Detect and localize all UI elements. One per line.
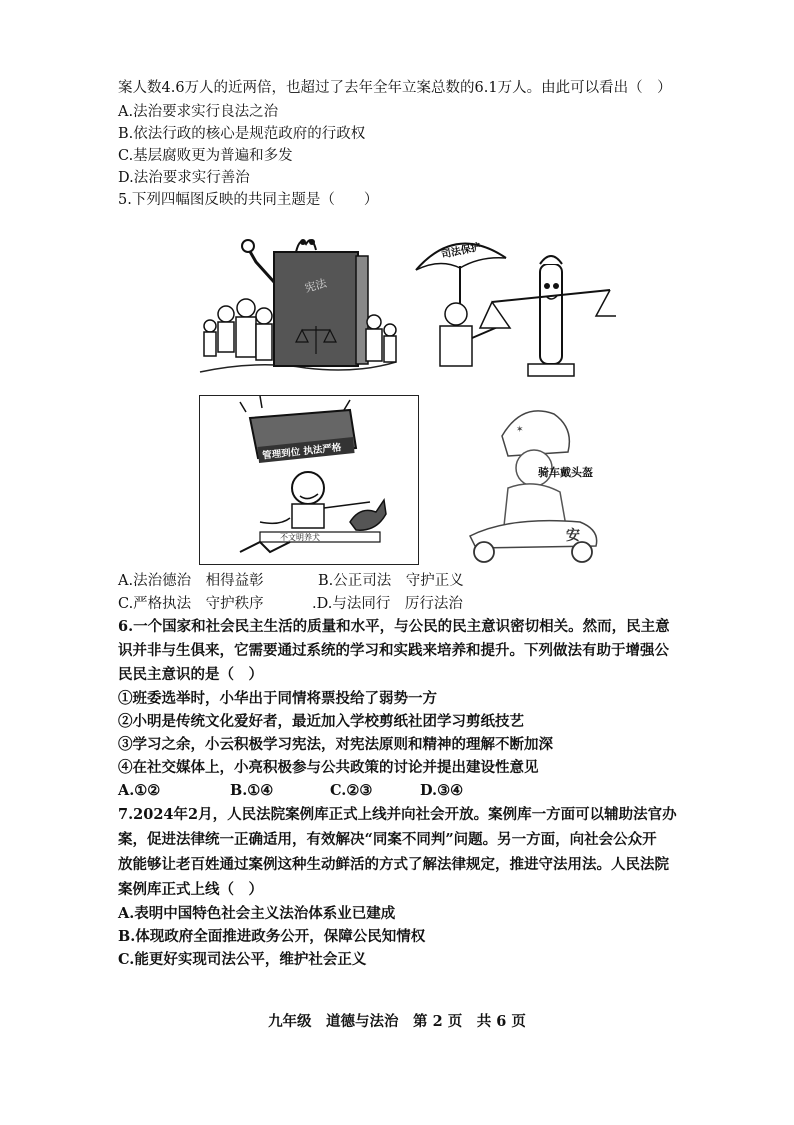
- q5-option-c: C.严格执法 守护秩序: [118, 596, 264, 612]
- q6-stem-line-2: 识并非与生俱来，它需要通过系统的学习和实践来培养和提升。下列做法有助于增强公: [118, 642, 669, 659]
- ground-text: 不文明养犬: [280, 533, 320, 542]
- helmet-rider-illustration: [450, 396, 626, 566]
- q7-option-b: B.体现政府全面推进政务公开，保障公民知情权: [118, 928, 426, 945]
- q6-option-c: C.②③: [330, 782, 373, 799]
- q4-stem-tail: 案人数4.6万人的近两倍，也超过了去年全年立案总数的6.1万人。由此可以看出（ ）: [118, 80, 672, 96]
- book-title-text: 宪法: [303, 276, 329, 295]
- q6-item-3: ③学习之余，小云积极学习宪法，对宪法原则和精神的理解不断加深: [118, 736, 553, 753]
- q5-stem: 5.下列四幅图反映的共同主题是（ ）: [118, 192, 379, 208]
- q6-stem-line-1: 6.一个国家和社会民主生活的质量和水平，与公民的民主意识密切相关。然而，民主意: [118, 618, 670, 635]
- umbrella-scales-illustration: [410, 230, 616, 380]
- cartoon-helmet-rider: [450, 396, 626, 566]
- q6-option-b: B.①④: [230, 782, 274, 799]
- q4-option-a: A.法治要求实行良法之治: [118, 104, 279, 120]
- cartoon-constitution-crowd: [196, 222, 400, 384]
- q5-option-d: .D.与法同行 厉行法治: [312, 596, 463, 612]
- q4-option-c: C.基层腐败更为普遍和多发: [118, 148, 293, 164]
- q6-option-a: A.①②: [118, 782, 161, 799]
- scooter-text: 安: [566, 528, 580, 544]
- hammer-dog-illustration: [200, 396, 416, 562]
- page-footer: 九年级 道德与法治 第 2 页 共 6 页: [268, 1013, 526, 1030]
- cartoon-umbrella-scales: [410, 230, 616, 380]
- q6-item-1: ①班委选举时，小华出于同情将票投给了弱势一方: [118, 690, 437, 707]
- q5-option-a: A.法治德治 相得益彰: [118, 573, 264, 589]
- q6-item-4: ④在社交媒体上，小亮积极参与公共政策的讨论并提出建设性意见: [118, 759, 539, 776]
- q7-stem-line-4: 案例库正式上线（ ）: [118, 881, 263, 898]
- q7-option-c: C.能更好实现司法公平，维护社会正义: [118, 951, 367, 968]
- constitution-book-illustration: [196, 222, 400, 384]
- q7-stem-line-2: 案，促进法律统一正确适用，有效解决“同案不同判”问题。另一方面，向社会公众开: [118, 831, 657, 848]
- q6-option-d: D.③④: [420, 782, 464, 799]
- helmet-caption: 骑车戴头盔: [538, 466, 593, 479]
- q4-option-d: D.法治要求实行善治: [118, 170, 250, 186]
- q7-option-a: A.表明中国特色社会主义法治体系业已建成: [118, 905, 396, 922]
- q6-stem-line-3: 民民主意识的是（ ）: [118, 666, 263, 683]
- q5-option-b: B.公正司法 守护正义: [318, 573, 464, 589]
- hammer-text: 管理到位 执法严格: [261, 442, 342, 462]
- q4-option-b: B.依法行政的核心是规范政府的行政权: [118, 126, 366, 142]
- q7-stem-line-1: 7.2024年2月，人民法院案例库正式上线并向社会开放。案例库一方面可以辅助法官办: [118, 806, 677, 823]
- umbrella-text: 司法保护: [440, 241, 482, 261]
- q7-stem-line-3: 放能够让老百姓通过案例这种生动鲜活的方式了解法律规定，推进守法用法。人民法院: [118, 856, 669, 873]
- cartoon-hammer-dog: [199, 395, 419, 565]
- svg-text:✶: ✶: [516, 425, 524, 435]
- q6-item-2: ②小明是传统文化爱好者，最近加入学校剪纸社团学习剪纸技艺: [118, 713, 524, 730]
